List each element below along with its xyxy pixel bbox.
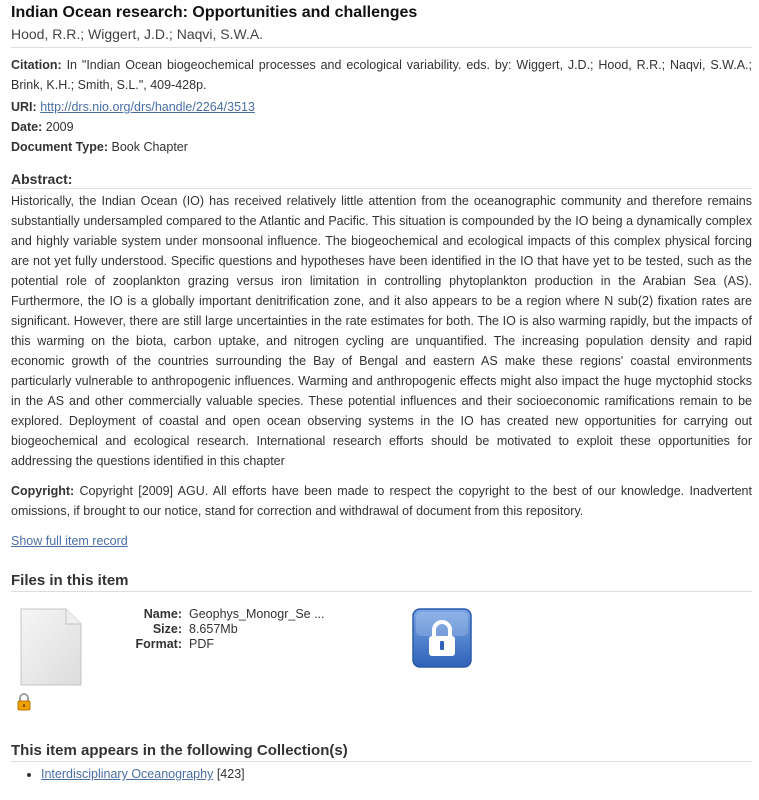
collection-count: [423] <box>216 767 245 781</box>
collections-heading: This item appears in the following Collection(s) <box>11 742 348 759</box>
file-metadata <box>100 607 325 652</box>
document-icon[interactable] <box>20 608 82 686</box>
collections-list <box>11 765 245 783</box>
doctype-label: Document Type: <box>11 140 108 154</box>
abstract-text: Historically, the Indian Ocean (IO) has received relatively little attention from the oceanographic community and therefore remains substantially undersampled compared to the Atlantic and Pacific. This situation is compounded by the IO being a dynamically complex and highly variable system under monsoonal influence. The biogeochemical and ecological impacts of this complex physical forcing are not yet fully understood. Specific questions and hypotheses have been identified in the IO that have yet to be tested, such as the potential role of zooplankton grazing versus iron limitation in controlling phytoplankton production in the Arabian Sea (AS). Furthermore, the IO is a globally important denitrification zone, and it also appears to be a region where N sub(2) fixation rates are significant. However, there are still large uncertainties in the rate estimates for both. The IO is also warming rapidly, but the impacts of this warming on the biota, carbon uptake, and nitrogen cycling are unquantified. The increasing population density and rapid economic growth of the countries surrounding the Bay of Bengal and eastern AS make these regions' coastal environments particularly vulnerable to anthropogenic influences. Warming and anthropogenic effects might also impact the huge myctophid stocks in the AS and other commercially valuable species. These potential influences and their socioeconomic ramifications remain to be explored. Deployment of coastal and open ocean observing systems in the IO has created new opportunities for carrying out biogeochemical and ecological research. International research efforts should be motivated to exploit these opportunities for addressing the questions identified in this chapter <box>11 194 752 468</box>
copyright-label: Copyright: <box>11 484 75 498</box>
copyright <box>11 481 752 521</box>
file-format-value: PDF <box>189 637 214 651</box>
collection-link[interactable]: Interdisciplinary Oceanography <box>41 767 214 781</box>
file-name-label: Name: <box>143 607 182 621</box>
citation-value: In "Indian Ocean biogeochemical processes and ecological variability. eds. by: Wiggert, J.D.; Hood, R.R.; Naqvi, S.W.A.; Brink, K.H.; Smith, S.L.", 409-428p. <box>11 58 752 92</box>
citation-label: Citation: <box>11 58 62 72</box>
page-title: Indian Ocean research: Opportunities and challenges <box>11 4 418 21</box>
date-label: Date: <box>11 120 43 134</box>
divider <box>11 591 752 592</box>
lock-icon <box>16 693 32 711</box>
doctype-value: Book Chapter <box>111 140 188 154</box>
file-format-label: Format: <box>135 637 182 651</box>
divider <box>11 188 752 189</box>
files-heading: Files in this item <box>11 572 129 589</box>
copyright-text: Copyright [2009] AGU. All efforts have been made to respect the copyright to the best of our knowledge. Inadvertent omissions, if brought to our notice, stand for correction and withdrawal of document from this repository. <box>11 484 752 518</box>
document-type <box>11 137 752 157</box>
restricted-lock-icon[interactable] <box>412 608 474 670</box>
authors: Hood, R.R.; Wiggert, J.D.; Naqvi, S.W.A. <box>11 26 264 42</box>
uri-label: URI: <box>11 100 37 114</box>
date <box>11 117 752 137</box>
uri-link[interactable]: http://drs.nio.org/drs/handle/2264/3513 <box>40 100 255 114</box>
citation <box>11 55 752 95</box>
abstract-heading: Abstract: <box>11 171 73 187</box>
file-name-value: Geophys_Monogr_Se ... <box>189 607 325 621</box>
divider <box>11 47 752 48</box>
show-full-record <box>11 531 752 551</box>
list-item <box>41 765 245 783</box>
show-full-record-link[interactable]: Show full item record <box>11 534 128 548</box>
file-size-label: Size: <box>152 622 182 636</box>
divider <box>11 761 752 762</box>
uri <box>11 97 752 117</box>
date-value: 2009 <box>45 120 74 134</box>
file-size-value: 8.657Mb <box>189 622 238 636</box>
